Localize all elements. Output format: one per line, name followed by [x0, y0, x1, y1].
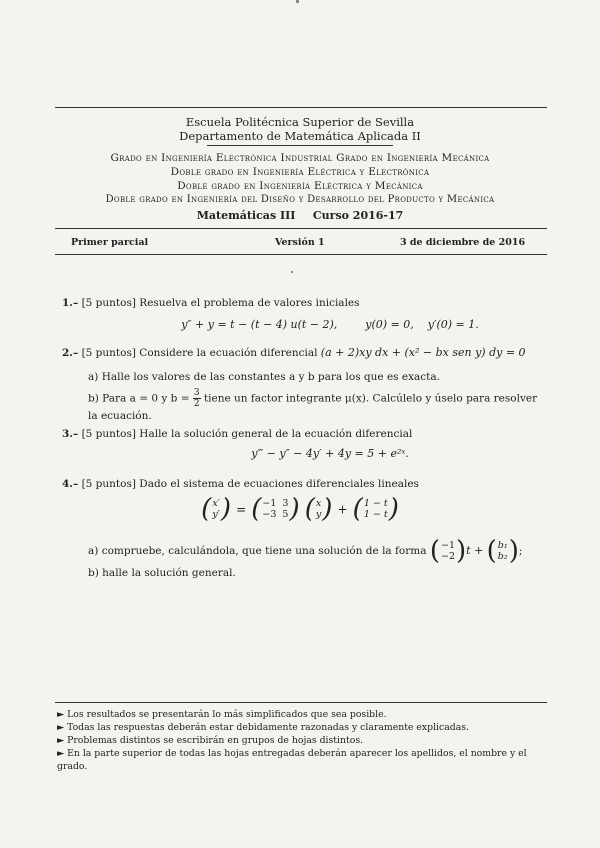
coefficient-matrix: ( −1 3 −3 5 ) [251, 494, 300, 524]
problem-4-statement: Dado el sistema de ecuaciones diferenciales lineales [139, 478, 419, 490]
problem-1-statement: Resuelva el problema de valores iniciales [139, 297, 360, 309]
subject-course [0, 209, 600, 222]
lhs-vector: ( x′ y′ ) [201, 494, 231, 524]
footer-notes [57, 708, 547, 773]
school-name: Escuela Politécnica Superior de Sevilla [185, 115, 415, 129]
footer-rule [55, 702, 547, 703]
problem-2-item-b-before: Para a = 0 y b = [102, 392, 193, 405]
problem-2-item-a-text: Halle los valores de las constantes a y b para los que es exacta. [101, 371, 440, 383]
degree-line-3: Doble grado en Ingeniería Eléctrica y Mecánica [177, 180, 423, 192]
footer-note-2: ► Todas las respuestas deberán estar debidamente razonadas y claramente explicadas. [57, 722, 469, 733]
problem-2-item-b [88, 388, 547, 423]
degree-line-4: Doble grado en Ingeniería del Diseño y Desarrollo del Producto y Mecánica [105, 194, 495, 205]
header-mid-rule [55, 228, 547, 229]
problem-3-equation: y‴ − y″ − 4y′ + 4y = 5 + e²ˣ. [251, 447, 409, 460]
vec-y: y [315, 509, 322, 520]
header-bottom-rule [55, 254, 547, 255]
rhs-1: 1 − t [363, 498, 388, 509]
sol-v2-1: b₁ [497, 540, 508, 551]
problem-1-points: [5 puntos] [81, 297, 136, 309]
footer-note-3: ► Problemas distintos se escribirán en grupos de hojas distintos. [57, 735, 364, 746]
lhs-y: y′ [212, 509, 220, 520]
problem-4-number: 4.– [62, 478, 79, 490]
scan-mark [296, 0, 299, 3]
problem-4 [62, 477, 547, 491]
footer-note-4: ► En la parte superior de todas las hojas entregadas deberán aparecer los apellidos, el nombre y el grado. [57, 748, 527, 772]
state-vector: ( x y ) [304, 494, 333, 524]
problem-3 [62, 427, 547, 441]
sol-v2-2: b₂ [497, 551, 508, 562]
problem-4-item-b-text: halle la solución general. [102, 567, 236, 579]
fraction-numerator: 3 [193, 388, 200, 398]
matrix-a21: −3 [262, 509, 277, 520]
problem-4-item-a: a) compruebe, calculándola, que tiene una solución de la forma ( −1 −2 ) t + ( b₁ b₂ ) ; [88, 536, 523, 566]
lhs-x: x′ [212, 498, 220, 509]
problem-2-points: [5 puntos] [81, 347, 136, 359]
problem-4-item-b-label: b) [88, 567, 99, 579]
problem-2-statement: Considere la ecuación diferencial [139, 347, 318, 359]
problem-2-fraction [193, 388, 201, 409]
fraction-denominator: 2 [193, 399, 200, 409]
subject-name: Matemáticas III [196, 209, 296, 222]
problem-1 [62, 296, 547, 310]
vec-x: x [315, 498, 322, 509]
degree-line-1: Grado en Ingeniería Electrónica Industrial Grado en Ingeniería Mecánica [110, 152, 490, 164]
problem-2-item-b-label: b) [88, 392, 99, 405]
problem-4-item-a-label: a) [88, 545, 99, 557]
matrix-a22: 5 [282, 509, 289, 520]
degree-line-2: Doble grado en Ingeniería Eléctrica y Electrónica [170, 166, 430, 178]
scan-dot [291, 271, 293, 273]
sol-v1-1: −1 [440, 540, 455, 551]
matrix-a12: 3 [282, 498, 289, 509]
problem-3-number: 3.– [62, 428, 79, 440]
rhs-2: 1 − t [363, 509, 388, 520]
problem-1-number: 1.– [62, 297, 79, 309]
problem-2-equation: (a + 2)xy dx + (x² − bx sen y) dy = 0 [320, 346, 526, 359]
solution-vector-1: ( −1 −2 ) [429, 536, 467, 566]
forcing-vector: ( 1 − t 1 − t ) [352, 494, 399, 524]
problem-3-statement: Halle la solución general de la ecuación diferencial [139, 428, 413, 440]
problem-1-equation: y″ + y = t − (t − 4) u(t − 2), y(0) = 0, y′(0) = 1. [181, 318, 479, 331]
solution-vector-2: ( b₁ b₂ ) [486, 536, 519, 566]
exam-name: Primer parcial [71, 237, 149, 248]
problem-2 [62, 346, 547, 360]
sol-v1-2: −2 [440, 551, 455, 562]
footer-note-1: ► Los resultados se presentarán lo más simplificados que sea posible. [57, 709, 387, 720]
department-underline [207, 145, 393, 146]
problem-4-points: [5 puntos] [81, 478, 136, 490]
problem-2-item-a [88, 370, 547, 384]
course-year: Curso 2016-17 [312, 209, 404, 222]
exam-date: 3 de diciembre de 2016 [400, 237, 526, 248]
problem-2-item-b-after: tiene un factor integrante μ(x). Calcúlelo y úselo para resolver la ecuación. [88, 392, 538, 422]
department-name: Departamento de Matemática Aplicada II [179, 129, 421, 143]
matrix-a11: −1 [262, 498, 277, 509]
problem-3-points: [5 puntos] [81, 428, 136, 440]
exam-version: Versión 1 [275, 237, 325, 248]
problem-2-number: 2.– [62, 347, 79, 359]
problem-4-system: ( x′ y′ ) = ( −1 3 −3 5 ) ( x y ) + ( 1 − t 1 − t ) [201, 494, 399, 524]
problem-4-item-a-text: compruebe, calculándola, que tiene una solución de la forma [101, 545, 427, 557]
header-top-rule [55, 107, 547, 108]
problem-2-item-a-label: a) [88, 371, 99, 383]
problem-4-item-b [88, 566, 547, 580]
